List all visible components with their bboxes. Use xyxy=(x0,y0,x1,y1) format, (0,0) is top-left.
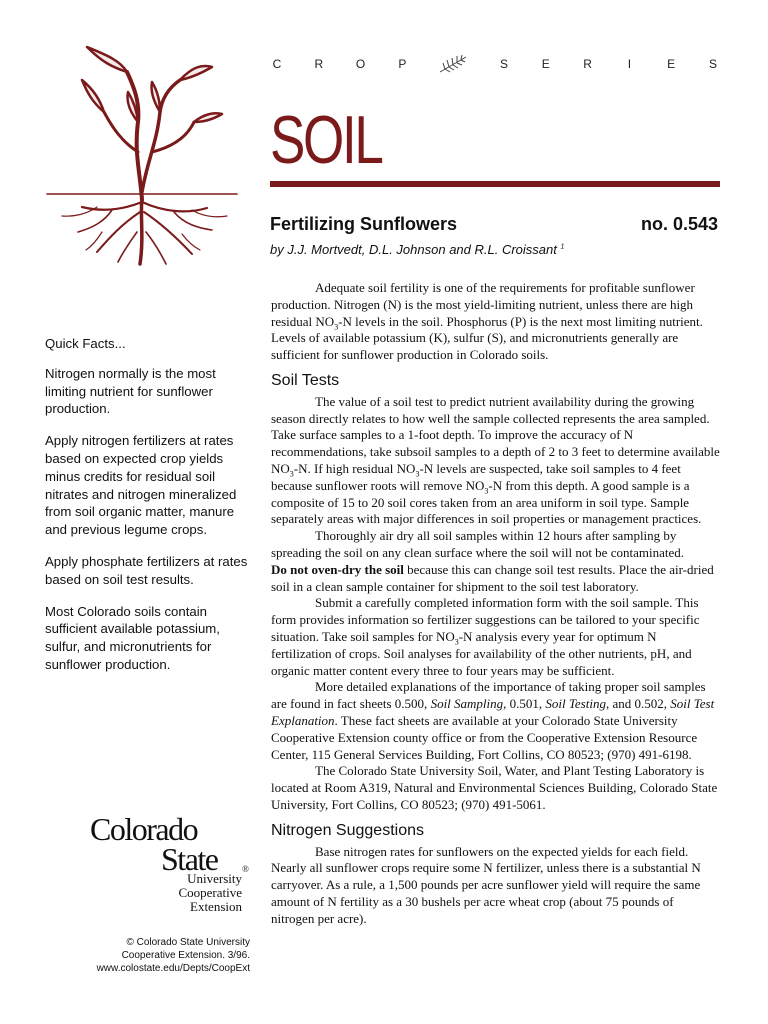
nitrogen-heading: Nitrogen Suggestions xyxy=(271,821,424,839)
series-letter: E xyxy=(667,57,676,71)
body-paragraph: Thoroughly air dry all soil samples within 12 hours after sampling by spreading the soil on any clean surface where the soil will not be contaminated. Do not oven-dry the soil because this can change soil test results. Place the air-dried soil in a clean sample container for shipment to the soil test laboratory. xyxy=(271,528,714,594)
series-letter: S xyxy=(708,57,717,71)
quick-facts-heading: Quick Facts... xyxy=(45,336,126,351)
body-paragraph: The value of a soil test to predict nutrient availability during the growing season directly relates to how well the sample collected represents the area sampled. Take surface samples to a 1-foot depth. To improve the accuracy of N recommendations, take subsoil samples to a depth of 2 to 3 feet to determine available $NO_3-N$. If high residual $NO_3-N$ levels are suspected, take soil samples to 4 feet because sunflower roots will remove $NO_3-N$ from this depth. A good sample is a composite of 15 to 20 soil cores taken from an area uniform in soil type. Sample separately areas with major differences in soil properties or management practices. xyxy=(271,393,720,527)
csu-sub-line: Cooperative xyxy=(178,885,242,900)
csu-sub-line: University xyxy=(187,871,242,886)
csu-sub-line: Extension xyxy=(190,899,242,914)
body-paragraph: The Colorado State University Soil, Water, and Plant Testing Laboratory is located at Room A319, Natural and Environmental Sciences Building, Colorado State University, Fort Collins, CO 80523; (970) 491-5061. xyxy=(271,763,718,812)
title-rule xyxy=(270,181,720,187)
plant-roots-icon xyxy=(42,42,242,267)
document-title: Fertilizing Sunflowers xyxy=(270,214,458,234)
csu-logo xyxy=(90,811,260,915)
intro-paragraph: Adequate soil fertility is one of the requirements for profitable sunflower production. Nitrogen (N) is the most yield-limiting nutrient, unless there are high residual $NO_3-N$ levels in the soil. Phosphorus (P) is the next most limiting nutrient. Levels of available potassium (K), sulfur (S), and micronutrients generally are sufficient for sunflower production in Colorado soils. xyxy=(271,280,703,363)
main-text xyxy=(271,280,720,927)
leaf-icon xyxy=(437,52,469,76)
body-paragraph: Submit a carefully completed information form with the soil sample. This form provides information so fertilizer suggestions can be tailored to your specific situation. Take soil samples for $NO_3-N$ analysis every year for optimum N fertilization of crops. Soil analyses for availability of the other nutrients, pH, and organic matter content every three to four years may be sufficient. xyxy=(271,595,700,678)
series-letter: I xyxy=(627,57,632,71)
series-header xyxy=(270,52,720,76)
quick-facts-sidebar xyxy=(45,335,250,688)
copyright-notice: © Colorado State University Cooperative Extension. 3/96. www.colostate.edu/Depts/CoopExt xyxy=(96,937,250,974)
series-letter: O xyxy=(355,57,366,71)
registered-mark: ® xyxy=(242,864,249,874)
quick-fact: Most Colorado soils contain sufficient available potassium, sulfur, and micronutrients for sunflower production. xyxy=(45,603,220,672)
csu-name-line1: Colorado xyxy=(90,811,198,847)
series-letter: C xyxy=(272,57,282,71)
csu-name-line2: State xyxy=(161,841,218,877)
quick-fact: Apply phosphate fertilizers at rates based on soil test results. xyxy=(45,553,248,587)
soil-tests-heading: Soil Tests xyxy=(271,371,340,389)
series-letter: R xyxy=(583,57,592,71)
byline-authors: by J.J. Mortvedt, D.L. Johnson and R.L. Croissant xyxy=(270,242,557,257)
document-number: no. 0.543 xyxy=(640,214,718,234)
byline-footnote-mark: 1 xyxy=(560,243,565,251)
series-letter: P xyxy=(398,57,407,71)
series-letter: R xyxy=(314,57,324,71)
quick-fact: Apply nitrogen fertilizers at rates based on expected crop yields minus credits for residual soil nitrates and nitrogen mineralized from soil organic matter, manure and previous legume crops. xyxy=(45,433,237,538)
topic-title: SOIL xyxy=(270,102,382,178)
body-paragraph: Base nitrogen rates for sunflowers on the expected yields for each field. Nearly all sunflower crops require some N fertilizer, unless there is a substantial N carryover. As a rule, a 1,500 pounds per acre sunflower yield will require the same amount of N fertility as a 30 bushels per acre wheat crop (about 75 pounds of nitrogen per acre). xyxy=(271,843,701,926)
body-paragraph: More detailed explanations of the importance of taking proper soil samples are found in fact sheets 0.500, Soil Sampling, 0.501, Soil Testing, and 0.502, Soil Test Explanation. These fact sheets are available at your Colorado State University Cooperative Extension county office or from the Cooperative Extension Resource Center, 115 General Services Building, Fort Collins, CO 80523; (970) 491-6198. xyxy=(271,679,715,762)
byline xyxy=(270,242,564,257)
series-letter: E xyxy=(541,57,550,71)
series-letter: S xyxy=(499,57,508,71)
quick-fact: Nitrogen normally is the most limiting nutrient for sunflower production. xyxy=(45,365,216,417)
